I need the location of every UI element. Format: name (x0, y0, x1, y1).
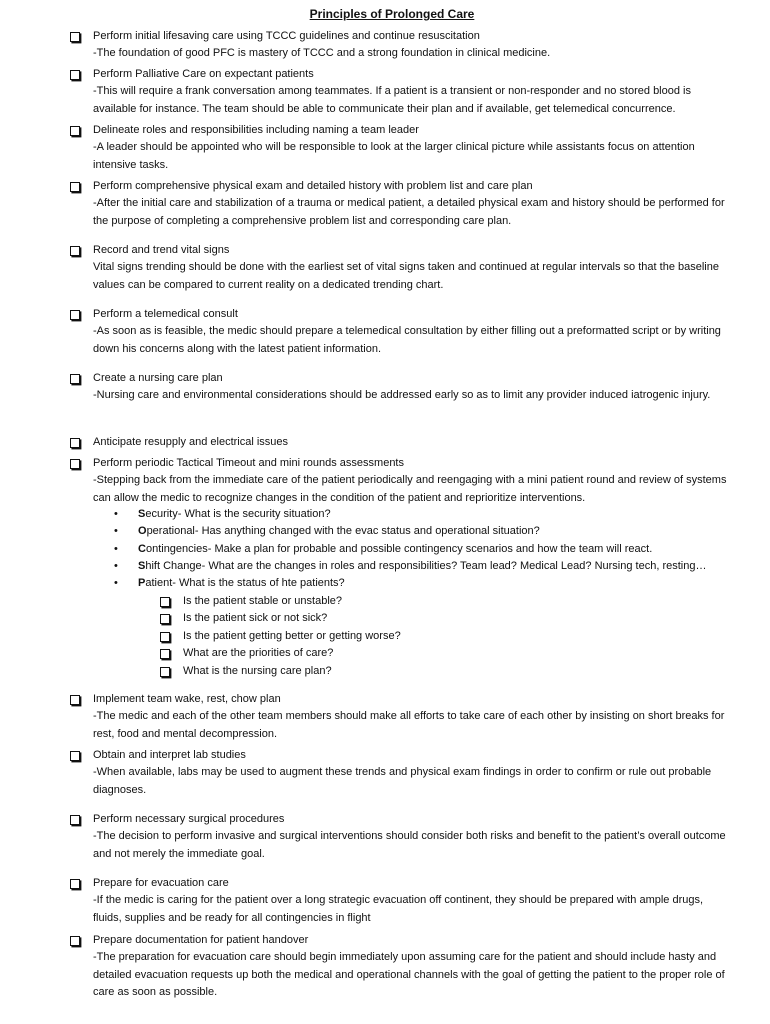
checkbox-icon (70, 70, 80, 80)
soccp-item-contingencies (114, 541, 734, 558)
list-item (70, 122, 732, 174)
item-heading: Perform comprehensive physical exam and detailed history with problem list and care plan (93, 180, 533, 192)
item-description: Vital signs trending should be done with the earliest set of vital signs taken and continued at regular intervals so that the baseline values can be compared to current reality on a dedicated trending chart. (93, 261, 719, 291)
soccp-text: ecurity- What is the security situation? (145, 508, 331, 520)
checkbox-icon (70, 459, 80, 469)
page-title: Principles of Prolonged Care (309, 7, 475, 21)
item-description: -Nursing care and environmental considerations should be addressed early so as to limit any provider induced iatrogenic injury. (93, 389, 711, 402)
checkbox-icon (70, 182, 80, 192)
list-item (70, 932, 732, 1002)
list-item (70, 370, 732, 405)
item-heading: Create a nursing care plan (93, 372, 223, 384)
item-heading: Perform initial lifesaving care using TCCC guidelines and continue resuscitation (93, 30, 480, 42)
list-item (70, 178, 732, 230)
patient-question-item (160, 593, 660, 610)
checkbox-icon (160, 597, 170, 607)
item-heading: Perform necessary surgical procedures (93, 813, 285, 825)
patient-question-item (160, 645, 660, 662)
item-heading: Obtain and interpret lab studies (93, 749, 246, 761)
list-item (70, 747, 732, 799)
checkbox-icon (70, 751, 80, 761)
list-item (70, 242, 732, 294)
item-description: -As soon as is feasible, the medic should prepare a telemedical consultation by either filling out a preformatted script or by writing down his concerns along with the latest patient information. (93, 325, 721, 355)
soccp-item-security (114, 506, 734, 523)
checkbox-icon (160, 667, 170, 677)
list-item (70, 28, 732, 63)
item-heading: Perform periodic Tactical Timeout and mini rounds assessments (93, 457, 404, 469)
item-description: -The medic and each of the other team members should make all efforts to take care of each other by insisting on short breaks for rest, food and mental decompression. (93, 710, 725, 740)
soccp-item-operational (114, 523, 734, 540)
checkbox-icon (160, 649, 170, 659)
checkbox-icon (70, 126, 80, 136)
patient-question-text: Is the patient getting better or getting worse? (183, 630, 401, 642)
soccp-letter: P (138, 577, 146, 589)
list-item (70, 875, 732, 927)
item-description: -If the medic is caring for the patient over a long strategic evacuation off continent, they should be prepared with ample drugs, fluids, supplies and be ready for all contingencies in flight (93, 894, 704, 924)
patient-question-text: Is the patient stable or unstable? (183, 595, 342, 607)
checkbox-icon (70, 879, 80, 889)
bullet-icon: • (114, 525, 118, 537)
soccp-text: atient- What is the status of hte patients? (145, 577, 345, 589)
bullet-icon: • (114, 508, 118, 520)
checkbox-icon (160, 614, 170, 624)
bullet-icon: • (114, 560, 118, 572)
item-heading: Prepare documentation for patient handover (93, 934, 309, 946)
item-heading: Prepare for evacuation care (93, 877, 229, 889)
soccp-letter: O (138, 525, 147, 537)
list-item (70, 455, 732, 507)
patient-question-text: What is the nursing care plan? (183, 665, 332, 677)
list-item (70, 691, 732, 743)
checkbox-icon (70, 695, 80, 705)
checkbox-icon (70, 310, 80, 320)
item-description: -After the initial care and stabilization of a trauma or medical patient, a detailed physical exam and history should be performed for the purpose of completing a comprehensive problem list and corresponding care plan. (93, 197, 725, 227)
item-heading: Perform a telemedical consult (93, 308, 238, 320)
checkbox-icon (70, 936, 80, 946)
checkbox-icon (70, 815, 80, 825)
checkbox-icon (70, 374, 80, 384)
item-description: -When available, labs may be used to augment these trends and physical exam findings in order to confirm or rule out probable diagnoses. (93, 766, 712, 796)
patient-question-item (160, 628, 660, 645)
soccp-text: ontingencies- Make a plan for probable and possible contingency scenarios and how the team will react. (145, 543, 653, 555)
list-item (70, 306, 732, 358)
soccp-item-shift-change (114, 558, 734, 575)
patient-question-item (160, 610, 660, 627)
item-heading: Implement team wake, rest, chow plan (93, 693, 281, 705)
soccp-letter: S (138, 508, 146, 520)
item-description: -The foundation of good PFC is mastery of TCCC and a strong foundation in clinical medicine. (93, 47, 551, 60)
item-description: -Stepping back from the immediate care of the patient periodically and reengaging with a mini patient round and review of systems can allow the medic to recognize changes in the condition of the patient and reprioritize interventions. (93, 474, 727, 504)
list-item (70, 811, 732, 863)
item-heading: Delineate roles and responsibilities including naming a team leader (93, 124, 419, 136)
item-description: -A leader should be appointed who will be responsible to look at the larger clinical picture while assistants focus on attention intensive tasks. (93, 141, 695, 171)
list-item (70, 66, 732, 118)
checkbox-icon (160, 632, 170, 642)
soccp-item-patient (114, 575, 734, 592)
bullet-icon: • (114, 577, 118, 589)
item-heading: Anticipate resupply and electrical issues (93, 436, 289, 448)
soccp-letter: C (138, 543, 146, 555)
soccp-text: hift Change- What are the changes in roles and responsibilities? Team lead? Medical Lead? Nursing tech, resting… (145, 560, 707, 572)
patient-question-text: Is the patient sick or not sick? (183, 612, 328, 624)
bullet-icon: • (114, 543, 118, 555)
item-description: -The preparation for evacuation care should begin immediately upon assuming care for the patient and should include hasty and detailed evacuation requests up both the medical and operational channels with the goal of getting the patient to the proper role of care as soon as possible. (93, 951, 725, 999)
checkbox-icon (70, 246, 80, 256)
soccp-text: perational- Has anything changed with the evac status and operational situation? (146, 525, 540, 537)
checkbox-icon (70, 32, 80, 42)
soccp-letter: S (138, 560, 146, 572)
item-description: -The decision to perform invasive and surgical interventions should consider both risks and benefit to the patient’s overall outcome and not merely the immediate goal. (93, 830, 726, 860)
list-item (70, 434, 732, 451)
patient-question-item (160, 663, 660, 680)
patient-question-text: What are the priorities of care? (183, 647, 334, 659)
item-heading: Record and trend vital signs (93, 244, 230, 256)
item-description: -This will require a frank conversation among teammates. If a patient is a transient or non-responder and no stored blood is available for instance. The team should be able to communicate their plan and if available, get telemedical concurrence. (93, 85, 691, 115)
checkbox-icon (70, 438, 80, 448)
item-heading: Perform Palliative Care on expectant patients (93, 68, 314, 80)
